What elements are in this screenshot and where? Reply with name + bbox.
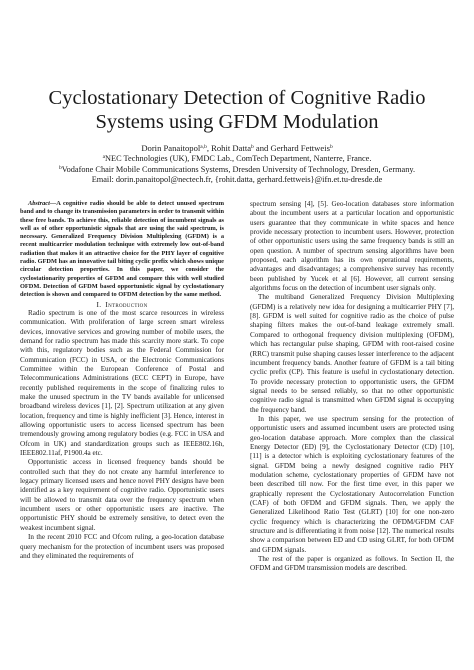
abstract-label: Abstract <box>28 200 50 207</box>
author-names <box>20 143 454 154</box>
author-separator: and <box>253 143 271 153</box>
body-paragraph: The multiband Generalized Frequency Division Multiplexing (GFDM) is a relatively new idea for designing a multicarrier PHY [7], [8]. GFDM is well suited for cognitive radio as the choice of pulse shaping filters makes the out-of-band leakage extremely small. Compared to orthogonal frequency division multiplexing (OFDM), which has rectangular pulse shaping, GFDM with root-raised cosine (RRC) transmit pulse shaping causes lesser interference to the adjacent incumbent frequency bands. Another feature of GFDM is a tail biting cyclic prefix (CP). This feature is useful in cyclostationary detection. To provide necessary protection to opportunistic users, the GFDM signal needs to be sensed reliably, so that no other opportunistic cognitive radio signal is transmitted when GFDM signal is occupying the frequency band. <box>250 293 454 414</box>
author-2-name: Rohit Datta <box>211 143 252 153</box>
author-2-affil: b <box>251 144 254 150</box>
body-paragraph: In this paper, we use spectrum sensing for the protection of opportunistic users and assumed incumbent users are protected using geo-location database approach. More complex than the classical Energy Detector (ED) [9], the Cyclostationary Detector (CD) [10], [11] is a detector which is exploiting cyclostationary features of the signal. GFDM being a newly designed cognitive radio PHY modulation scheme, cyclostationary properties of GFDM have not been described till now. For the first time ever, in this paper we graphically represent the Cyclostationary Autocorrelation Function (CAF) of both OFDM and GFDM signals. Then, we apply the Generalized Likelihood Ratio Test (GLRT) [10] for one non-zero cyclic frequency which is characterizing the OFDM/GFDM CAF structure and is differentiating it from noise [12]. The numerical results show a comparison between ED and CD using GLRT, for both OFDM and GFDM signals. <box>250 414 454 554</box>
author-1-affil: a,b <box>200 144 207 150</box>
affiliation-b-mark: b <box>58 164 62 171</box>
affiliation-b <box>20 165 454 176</box>
paper-title <box>20 86 454 134</box>
body-paragraph: Radio spectrum is one of the most scarce resources in wireless communication. With proliferation of large screen smart wireless devices, innovative services and growing number of mobile users, the demand for radio spectrum has made this scarcity more stark. To cope with this, regulatory bodies such as the Federal Commission for Communication (FCC) in USA, or the Electronic Communications Committee within the European Conference of Postal and Telecommunications Administrations (ECC CEPT) in Europe, have recently published requirements in the scope of finalizing rules to make the unused spectrum in the TV bands available for unlicensed broadband wireless devices [1], [2]. Spectrum utilization at any given location, frequency and time is highly inefficient [3]. Hence, interest in allowing opportunistic users to access licensed spectrum has been tremendously growing among regulatory bodies (e.g. FCC in USA and Ofcom in UK) and standardization groups such as IEEE802.16h, IEEE802.11af, P1900.4a etc. <box>20 308 224 458</box>
body-paragraph: spectrum sensing [4], [5]. Geo-location databases store information about the incumbent users at a particular location and opportunistic users guarantee that they communicate in white spaces and hence provide necessary protection to incumbent users. However, protection of other opportunistic users using the same frequency bands is still an open question. A number of spectrum sensing algorithms have been proposed, each algorithm has its own operational requirements, advantages and disadvantages; a comprehensive survey has recently been published by Yucek et al [6]. However, all current sensing algorithms focus on the detection of incumbent user signals only. <box>250 200 454 293</box>
author-3-affil: b <box>329 144 333 150</box>
author-block <box>20 143 454 186</box>
author-3-name: Gerhard Fettweis <box>270 143 330 153</box>
section-title: Introduction <box>105 299 148 309</box>
title-line-1: Cyclostationary Detection of Cognitive Radio <box>48 87 426 109</box>
affiliation-a-mark: a <box>102 153 106 160</box>
abstract <box>20 200 224 300</box>
title-line-2: Systems using GFDM Modulation <box>95 111 379 133</box>
body-paragraph: Opportunistic access in licensed frequency bands should be controlled such that they do not create any harmful interference to legacy primary licensed users and hence novel PHY designs have been identified as a key requirement of cognitive radio. Opportunistic users will be allowed to transmit data over the frequency spectrum when incumbent users or other opportunistic users are inactive. The opportunistic PHY should be extremely sensitive, to detect even the weakest incumbent signal. <box>20 458 224 532</box>
section-number: I. <box>96 299 102 309</box>
abstract-text: —A cognitive radio should be able to detect unused spectrum band and to change its transmission parameters in order to transmit within these free bands. To achieve this, reliable detection of incumbent signals as well as of other opportunistic signals that are using the said spectrum, is necessary. Generalized Frequency Division Multiplexing (GFDM) is a recent multicarrier modulation technique with extremely low out-of-band radiation that makes it an attractive choice for the PHY layer of cognitive radio. GFDM has an innovative tail biting cyclic prefix which shows unique circular detection properties. In this paper, we consider the cyclostationarity properties of GFDM and compare this with well studied OFDM. Detection of GFDM based opportunistic signal by cyclostationary detection is shown and compared to OFDM detection by the same method. <box>20 200 224 299</box>
section-heading-introduction <box>20 300 224 309</box>
author-1-name: Dorin Panaitopol <box>141 143 201 153</box>
affiliation-a-text: NEC Technologies (UK), FMDC Lab., ComTech Department, Nanterre, France. <box>105 153 372 163</box>
body-paragraph: The rest of the paper is organized as follows. In Section II, the OFDM and GFDM transmission models are described. <box>250 555 454 573</box>
left-column <box>20 200 224 561</box>
author-separator: , <box>206 143 212 153</box>
author-email: Email: dorin.panaitopol@nectech.fr, {rohit.datta, gerhard.fettweis}@ifn.et.tu-dresde.de <box>91 175 383 185</box>
affiliation-a <box>20 154 454 165</box>
right-column <box>250 200 454 574</box>
body-paragraph: In the recent 2010 FCC and Ofcom ruling, a geo-location database query mechanism for the protection of incumbent users was proposed and they eliminated the requirements of <box>20 533 224 560</box>
affiliation-b-text: Vodafone Chair Mobile Communications Systems, Dresden University of Technology, Dresden, Germany. <box>61 164 416 174</box>
